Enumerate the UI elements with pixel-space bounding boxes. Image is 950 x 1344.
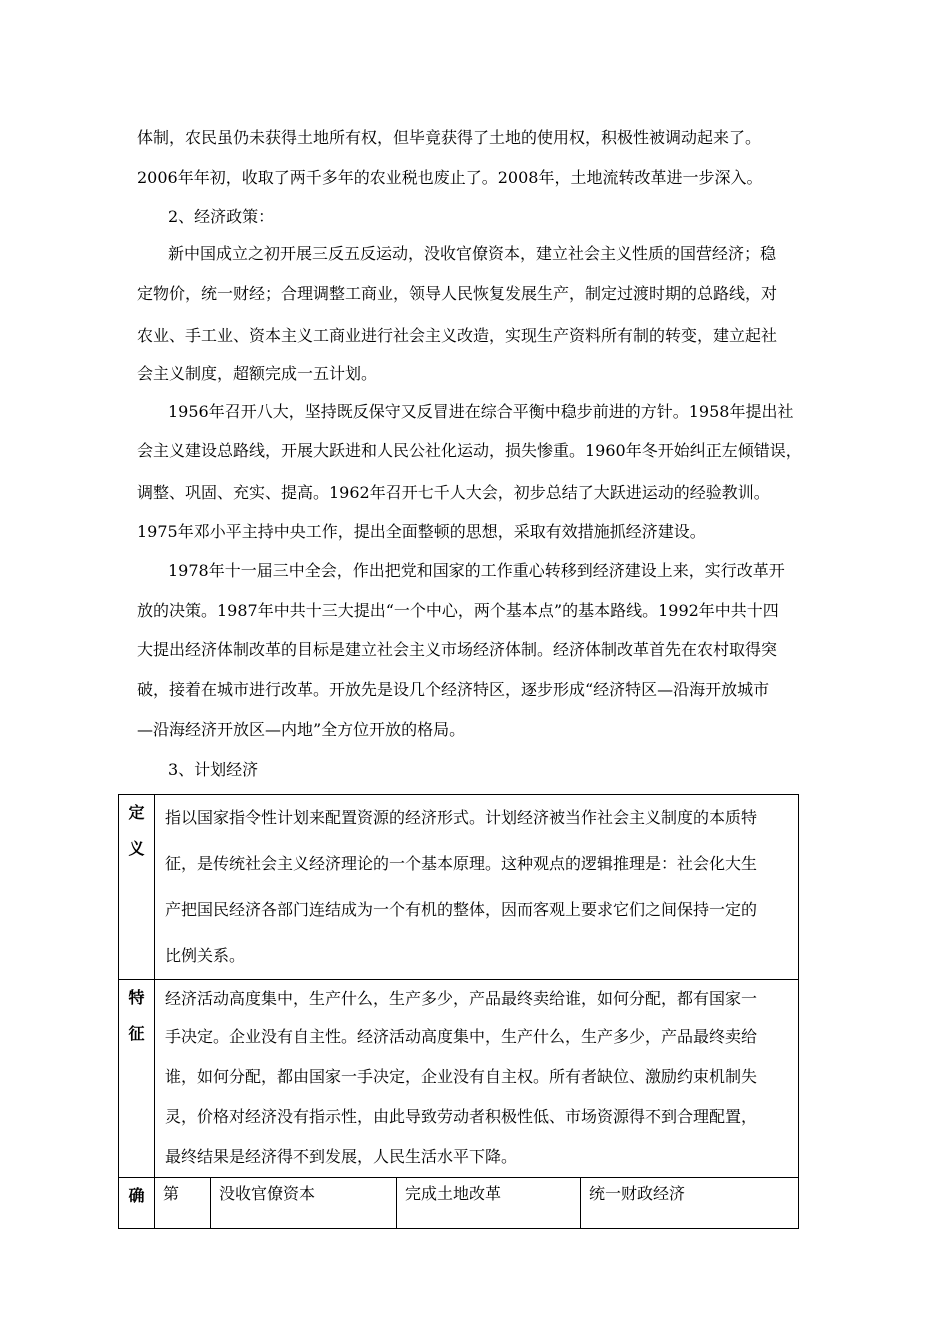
cell-line: 征，是传统社会主义经济理论的一个基本原理。这种观点的逻辑推理是：社会化大生 [165,854,758,873]
cell-line: 经济活动高度集中，生产什么，生产多少，产品最终卖给谁，如何分配，都有国家一 [165,989,758,1008]
establish-sub-label: 第 [155,1178,211,1229]
header-char: 征 [128,1024,145,1043]
cell-line: 手决定。企业没有自主性。经济活动高度集中，生产什么，生产多少，产品最终卖给 [165,1027,758,1046]
paragraph-line: 定物价，统一财经；合理调整工商业，领导人民恢复发展生产，制定过渡时期的总路线，对 [137,284,778,303]
section-heading: 3、计划经济 [168,760,259,779]
paragraph-line: 新中国成立之初开展三反五反运动，没收官僚资本，建立社会主义性质的国营经济；稳 [168,244,777,263]
paragraph-line: 会主义制度，超额完成一五计划。 [137,364,378,383]
section-heading: 2、经济政策： [168,207,275,226]
cell-line: 谁，如何分配，都由国家一手决定，企业没有自主权。所有者缺位、激励约束机制失 [165,1067,758,1086]
paragraph-line: —沿海经济开放区—内地”全方位开放的格局。 [137,720,466,739]
paragraph-line: 大提出经济体制改革的目标是建立社会主义市场经济体制。经济体制改革首先在农村取得突 [137,640,778,659]
definition-row [119,795,799,980]
paragraph-line: 农业、手工业、资本主义工商业进行社会主义改造，实现生产资料所有制的转变，建立起社 [137,326,778,345]
paragraph-line: 破，接着在城市进行改革。开放先是设几个经济特区，逐步形成“经济特区—沿海开放城市 [137,680,770,699]
header-char: 特 [128,988,145,1007]
planned-economy-table [118,794,799,1229]
establish-row [119,1178,799,1229]
establish-item: 没收官僚资本 [211,1178,397,1229]
paragraph-line: 1975年邓小平主持中央工作，提出全面整顿的思想，采取有效措施抓经济建设。 [137,522,706,541]
paragraph-line: 会主义建设总路线，开展大跃进和人民公社化运动，损失惨重。1960年冬开始纠正左倾错误， [137,441,802,460]
establish-item: 完成土地改革 [397,1178,581,1229]
paragraph-line: 2006年年初，收取了两千多年的农业税也废止了。2008年，土地流转改革进一步深入。 [137,168,763,187]
header-char: 义 [128,839,145,858]
definition-header [119,795,155,980]
establish-item: 统一财政经济 [581,1178,799,1229]
paragraph-line: 体制，农民虽仍未获得土地所有权，但毕竟获得了土地的使用权，积极性被调动起来了。 [137,128,762,147]
features-header [119,980,155,1178]
features-text [155,980,799,1178]
cell-line: 指以国家指令性计划来配置资源的经济形式。计划经济被当作社会主义制度的本质特 [165,808,758,827]
paragraph-line: 1978年十一届三中全会，作出把党和国家的工作重心转移到经济建设上来，实行改革开 [168,561,785,580]
cell-line: 产把国民经济各部门连结成为一个有机的整体，因而客观上要求它们之间保持一定的 [165,900,758,919]
header-char: 定 [128,803,145,822]
definition-text [155,795,799,980]
paragraph-line: 调整、巩固、充实、提高。1962年召开七千人大会，初步总结了大跃进运动的经验教训。 [137,483,770,502]
establish-header [119,1178,155,1229]
cell-line: 比例关系。 [165,946,246,965]
paragraph-line: 1956年召开八大，坚持既反保守又反冒进在综合平衡中稳步前进的方针。1958年提出社 [168,402,794,421]
features-row [119,980,799,1178]
paragraph-line: 放的决策。1987年中共十三大提出“一个中心，两个基本点”的基本路线。1992年中共十四 [137,601,779,620]
cell-line: 灵，价格对经济没有指示性，由此导致劳动者积极性低、市场资源得不到合理配置， [165,1107,758,1126]
cell-line: 最终结果是经济得不到发展，人民生活水平下降。 [165,1147,518,1166]
header-char: 确 [128,1186,145,1205]
